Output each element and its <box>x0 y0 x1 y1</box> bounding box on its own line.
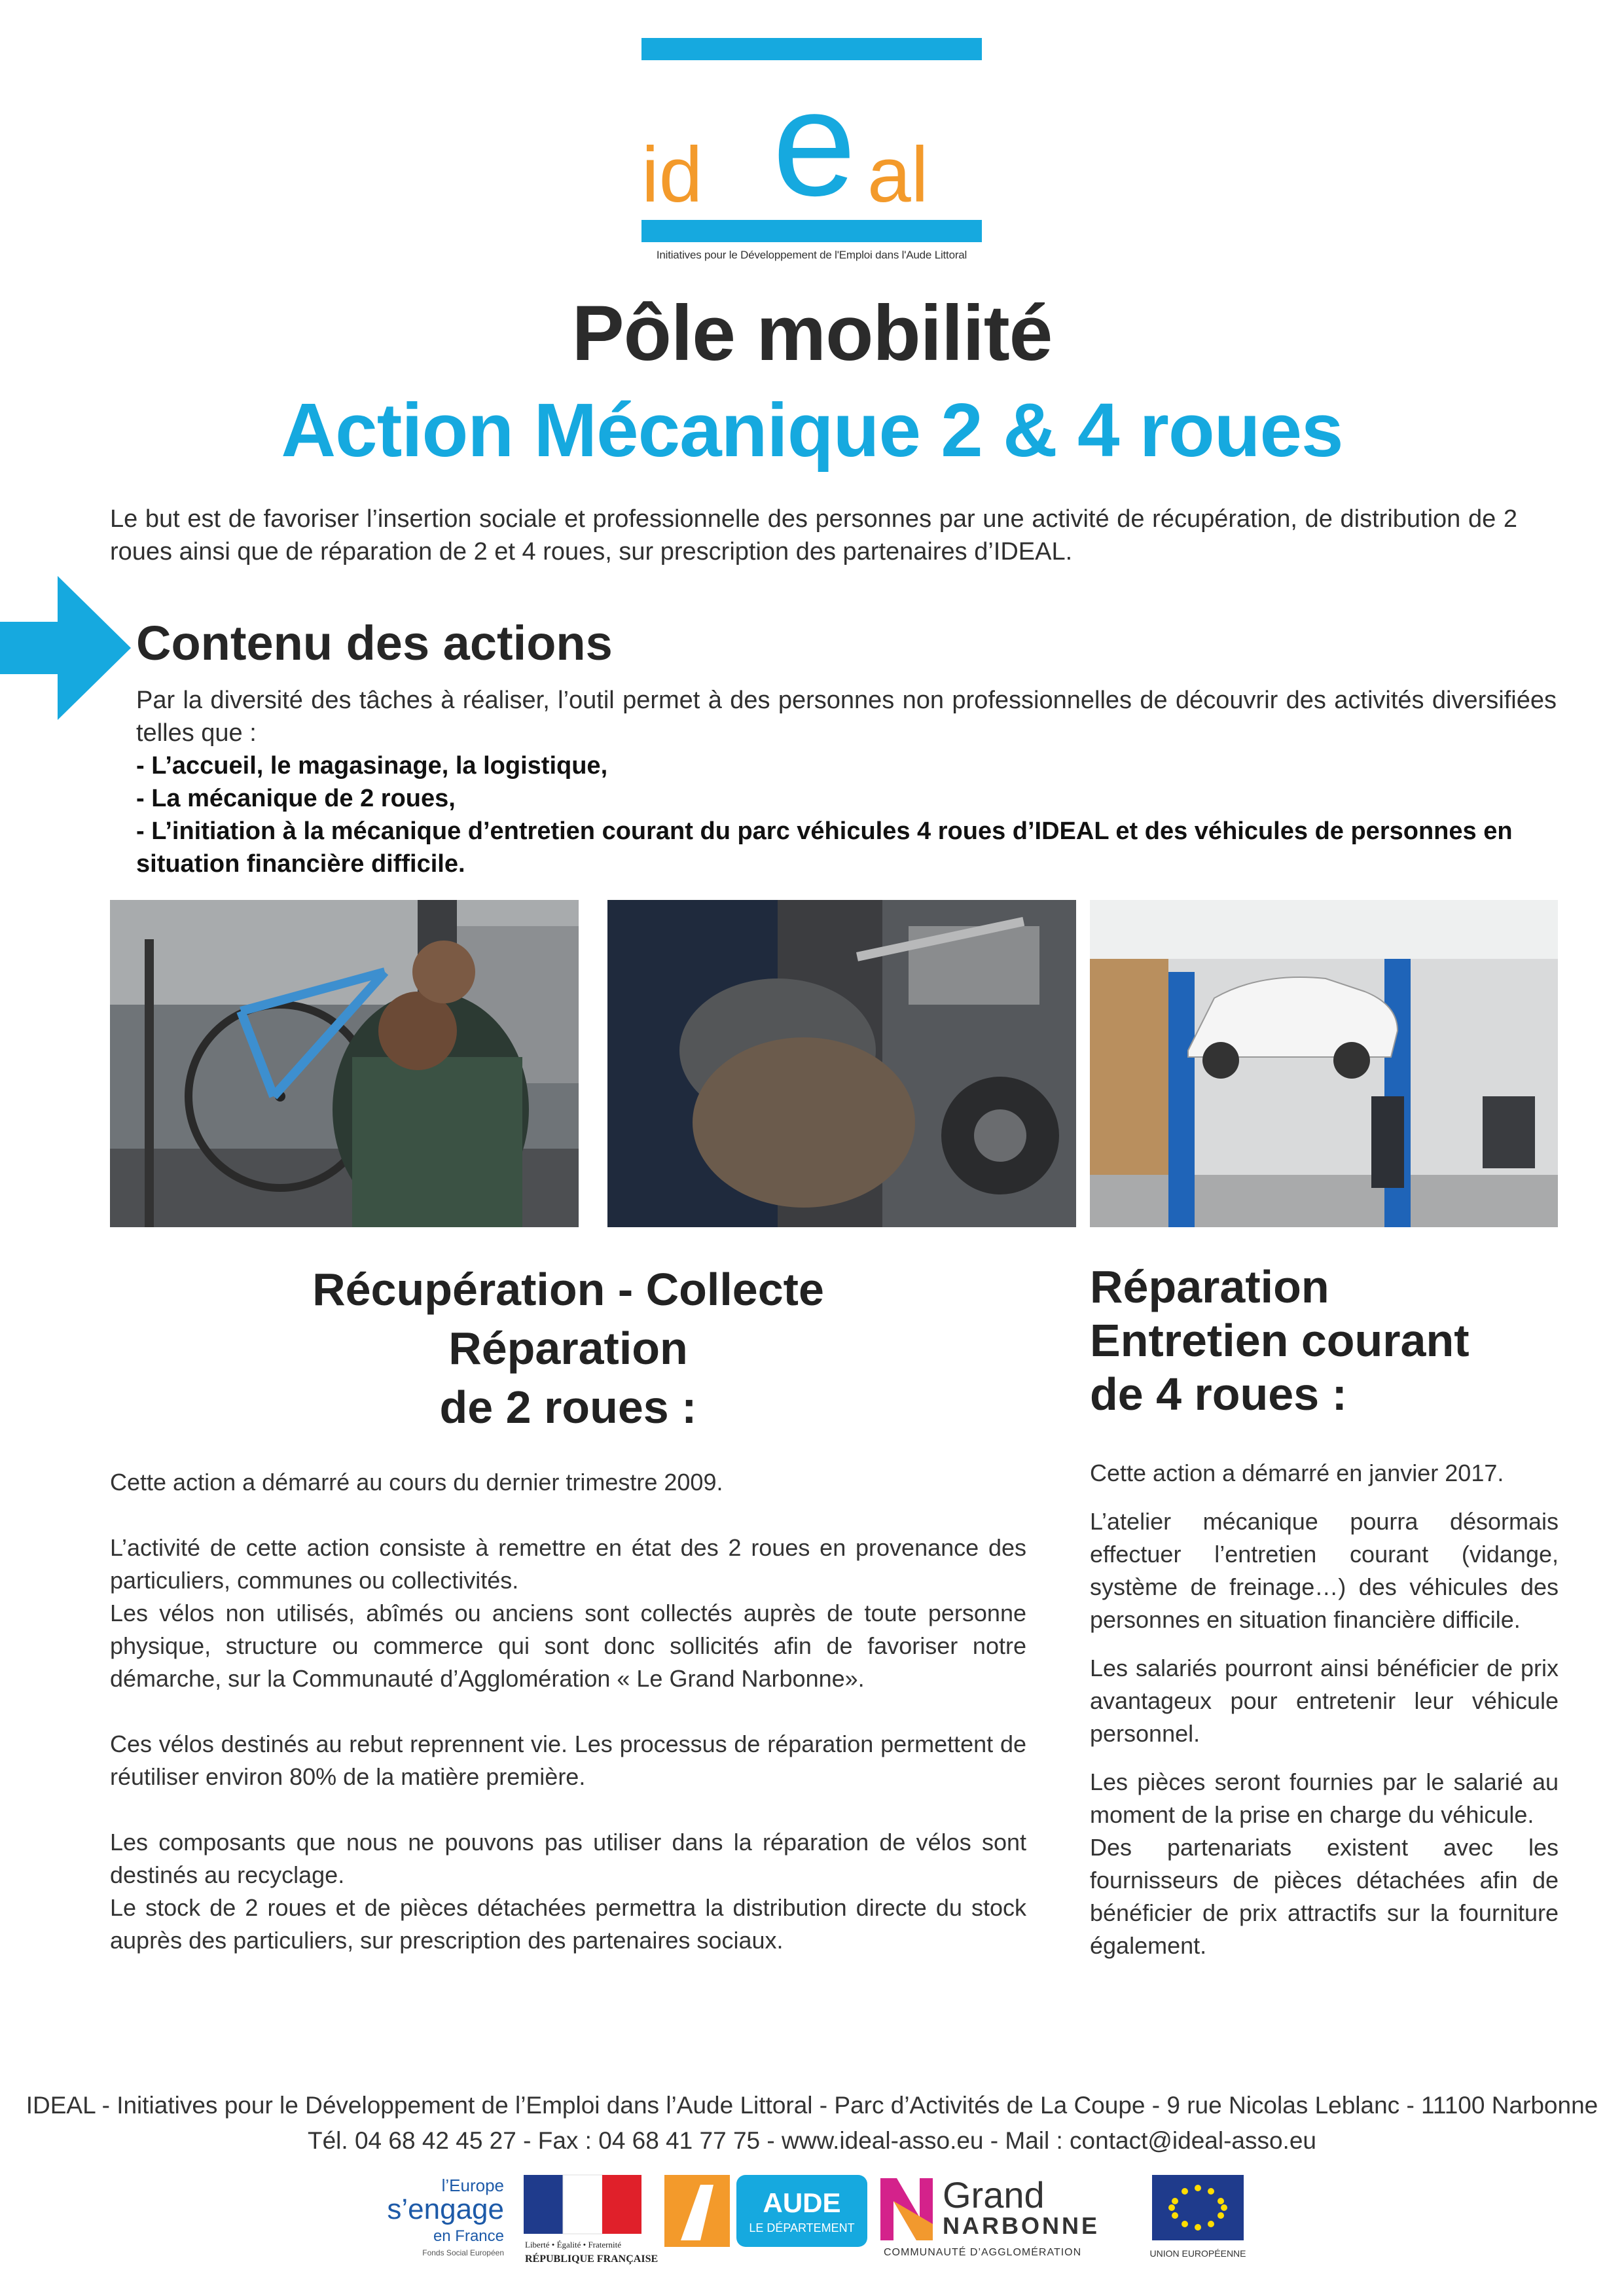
logo-letter-e: e <box>772 84 856 215</box>
list-item: - La mécanique de 2 roues, <box>136 785 456 812</box>
grand-narbonne-logo <box>880 2174 1100 2258</box>
page-subtitle: Action Mécanique 2 & 4 roues <box>281 387 1343 473</box>
arrow-right-icon <box>0 576 131 720</box>
paragraph: Ces vélos destinés au rebut reprennent vie. Les processus de réparation permettent de réutiliser environ 80% de la matière première. <box>110 1731 1026 1790</box>
intro-paragraph: Le but est de favoriser l’insertion sociale et professionnelle des personnes par une activité de récupération, de distribution de 2 roues ainsi que de réparation de 2 et 4 roues, sur prescription des partenaires d’IDEAL. <box>110 505 1517 565</box>
svg-text:AUDE: AUDE <box>763 2187 841 2218</box>
svg-text:COMMUNAUTÉ D’AGGLOMÉRATION: COMMUNAUTÉ D’AGGLOMÉRATION <box>884 2247 1082 2258</box>
section-title: Contenu des actions <box>136 616 613 670</box>
republique-francaise-logo <box>524 2175 658 2265</box>
right-heading-line: Réparation <box>1090 1261 1329 1312</box>
engine-mechanic-photo <box>607 900 1076 1227</box>
paragraph: L’activité de cette action consiste à remettre en état des 2 roues en provenance des particuliers, communes ou collectivités. <box>110 1534 1026 1594</box>
section-intro: Par la diversité des tâches à réaliser, l’outil permet à des personnes non professionnelles de découvrir des activités diversifiées telles que : <box>136 687 1557 747</box>
svg-text:NARBONNE: NARBONNE <box>943 2212 1100 2239</box>
paragraph: Cette action a démarré au cours du dernier trimestre 2009. <box>110 1469 723 1496</box>
left-column-heading <box>110 1260 1026 1437</box>
left-heading-line: de 2 roues : <box>439 1382 697 1433</box>
right-column-body <box>1090 1457 1559 1962</box>
ideal-logo <box>641 38 982 267</box>
svg-text:Fonds Social Européen: Fonds Social Européen <box>422 2248 504 2257</box>
paragraph: Les composants que nous ne pouvons pas utiliser dans la réparation de vélos sont destinés au recyclage. <box>110 1829 1026 1888</box>
svg-text:l’Europe: l’Europe <box>441 2176 504 2195</box>
union-europeenne-logo <box>1149 2175 1246 2259</box>
svg-text:en France: en France <box>433 2227 504 2245</box>
logo-letters-al: al <box>867 131 929 215</box>
right-heading-line: de 4 roues : <box>1090 1369 1347 1420</box>
paragraph: Les pièces seront fournies par le salarié au moment de la prise en charge du véhicule. <box>1090 1768 1559 1828</box>
svg-text:Liberté • Égalité • Fraternité: Liberté • Égalité • Fraternité <box>525 2240 621 2250</box>
paragraph: Les salariés pourront ainsi bénéficier de prix avantageux pour entretenir leur véhicule personnel. <box>1090 1655 1559 1747</box>
footer-address: IDEAL - Initiatives pour le Développement de l’Emploi dans l’Aude Littoral - Parc d’Activités de La Coupe - 9 rue Nicolas Leblanc - 11100 Narbonne <box>26 2092 1598 2119</box>
list-item: - L’initiation à la mécanique d’entretien courant du parc véhicules 4 roues d’IDEAL et des véhicules de personnes en situation financière difficile. <box>136 817 1513 878</box>
logo-letters-id: id <box>641 131 703 215</box>
page-title: Pôle mobilité <box>571 289 1053 377</box>
left-heading-line: Réparation <box>448 1323 688 1374</box>
right-column-heading <box>1090 1260 1561 1421</box>
left-column-body <box>110 1466 1026 1957</box>
right-heading-line: Entretien courant <box>1090 1315 1470 1366</box>
logo-wordmark <box>641 84 982 215</box>
logo-bar-top <box>641 38 982 60</box>
car-lift-garage-photo <box>1090 900 1558 1227</box>
svg-text:LE DÉPARTEMENT: LE DÉPARTEMENT <box>749 2221 855 2234</box>
logo-bar-bottom <box>641 220 982 242</box>
list-item: - L’accueil, le magasinage, la logistique, <box>136 752 608 780</box>
paragraph: Des partenariats existent avec les fournisseurs de pièces détachées afin de bénéficier de prix attractifs sur la fourniture également. <box>1090 1834 1559 1959</box>
logo-tagline: Initiatives pour le Développement de l'Emploi dans l'Aude Littoral <box>656 249 967 261</box>
aude-departement-logo <box>664 2175 867 2247</box>
paragraph: L’atelier mécanique pourra désormais effectuer l’entretien courant (vidange, système de freinage…) des véhicules des personnes en situation financière difficile. <box>1090 1508 1559 1633</box>
svg-text:RÉPUBLIQUE FRANÇAISE: RÉPUBLIQUE FRANÇAISE <box>525 2253 659 2265</box>
svg-text:Grand: Grand <box>943 2174 1045 2215</box>
paragraph: Le stock de 2 roues et de pièces détachées permettra la distribution directe du stock auprès des particuliers, sur prescription des partenaires sociaux. <box>110 1894 1026 1954</box>
europe-engage-logo <box>387 2176 504 2257</box>
partner-logos <box>373 2172 1250 2270</box>
footer-contact: Tél. 04 68 42 45 27 - Fax : 04 68 41 77 75 - www.ideal-asso.eu - Mail : contact@ideal-asso.eu <box>307 2127 1316 2154</box>
paragraph: Les vélos non utilisés, abîmés ou anciens sont collectés auprès de toute personne physique, structure ou commerce qui sont donc sollicités afin de favoriser notre démarche, sur la Communauté d’Agglomération « Le Grand Narbonne». <box>110 1600 1026 1692</box>
bicycle-repair-photo <box>110 900 579 1227</box>
left-heading-line: Récupération - Collecte <box>312 1264 824 1315</box>
activities-list <box>136 749 1557 880</box>
paragraph: Cette action a démarré en janvier 2017. <box>1090 1460 1504 1486</box>
svg-text:s’engage: s’engage <box>387 2193 504 2225</box>
svg-text:UNION EUROPÉENNE: UNION EUROPÉENNE <box>1149 2248 1246 2259</box>
